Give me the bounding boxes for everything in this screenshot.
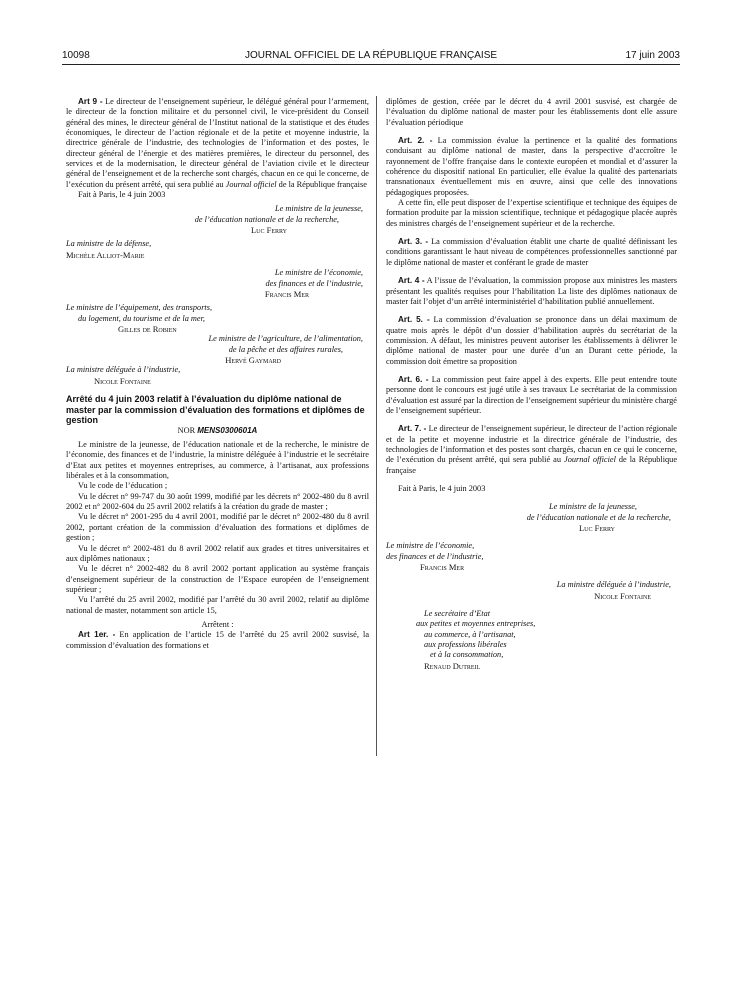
signatory-title: Le ministre de la jeunesse, [275,204,363,214]
signatory-name: Renaud Dutreil [424,660,481,671]
arrete-title: Arrêté du 4 juin 2003 relatif à l’évaluation du diplôme national de master par la commission d’évaluation des formations et diplômes de gestion [66,393,365,426]
arretent: Arrêtent : [201,619,234,629]
visa: Vu le décret n° 2002-481 du 8 avril 2002 relatif aux grades et titres universitaires et aux diplômes nationaux ; [66,543,369,563]
article-3: Art. 3. - La commission d’évaluation établit une charte de qualité définissant les conditions garantissant le haut niveau de compétences professionnelles sanctionné par le diplôme national de master et conférant le grade de master [386,237,677,267]
fait-a-paris: Fait à Paris, le 4 juin 2003 [78,190,166,200]
signatory-title: Le secrétaire d’Etat [424,609,491,619]
visa: Vu le décret n° 2001-295 du 4 avril 2001, modifié par le décret n° 2002-480 du 8 avril 2002, portant création de la commission d’évaluation des formations et diplômes de gestion ; [66,512,369,543]
signatory-title: du logement, du tourisme et de la mer, [78,313,205,323]
page-header [62,50,680,64]
signatory-name: Francis Mer [264,288,309,299]
signatory-title: La ministre de la défense, [66,239,152,249]
signatory-title: aux petites et moyennes entreprises, [416,619,536,629]
signatory-name: Nicole Fontaine [594,590,651,601]
article-6: Art. 6. - La commission peut faire appel à des experts. Elle peut entendre toute personne dont le concours est jugé utile à ses travaux Le secrétariat de la commission d’évaluation est assuré par la direction de l’enseignement supérieur du ministère chargé de l’enseignement supérieur. [386,374,677,415]
signatory-title: Le ministre de la jeunesse, [549,502,637,512]
signatory-name: Luc Ferry [578,523,615,534]
signatory-name: Hervé Gaymard [225,354,281,365]
article-2-paragraph: A cette fin, elle peut disposer de l’expertise scientifique et technique des équipes de formation produite par la mission scientifique, technique et pédagogique placée auprès des ministres chargés de l’enseignement supérieur et de la recherche. [386,198,677,228]
signatory-title: La ministre déléguée à l’industrie, [556,580,671,590]
signatory-title: Le ministre de l’économie, [274,268,363,278]
signatory-title: de la pêche et des affaires rurales, [228,344,343,354]
visa: Vu le code de l’éducation ; [78,481,168,491]
article-4: Art. 4 - A l’issue de l’évaluation, la commission propose aux ministres les masters présentant les qualités requises pour l’habilitation La liste des diplômes nationaux de master fait l’objet d’un arrêté interministériel d’habilitation publié annuellement. [386,276,678,306]
issue-date: 17 juin 2003 [625,50,680,61]
signatory-title: Le ministre de l’équipement, des transports, [66,303,213,313]
header-rule [62,64,680,65]
signatory-title: de l’éducation nationale et de la recherche, [526,512,671,522]
article-9: Art 9 - Le directeur de l’enseignement supérieur, le délégué général pour l’armement, le directeur de la fonction militaire et du personnel civil, le vice-président du Conseil général des mines, le directeur général de l’Institut national de la statistique et des études économiques, le directeur de l’action régionale et de la petite et moyenne industrie, la directrice générale de l’industrie, des technologies de l’information et des postes, le directeur général de l’énergie et des matières premières, le directeur du personnel, des services et de la modernisation, le directeur général de l’aviation civile et le directeur général de l’enseignement et de la recherche sont chargés, chacun en ce qui le concerne, de l’exécution du présent arrêté, qui sera publié au Journal officiel de la République française [66,97,369,189]
article-1: Art 1er. - En application de l’article 15 de l’arrêté du 25 avril 2002 susvisé, la commission d’évaluation des formations et [66,630,370,650]
signatory-name: Gilles de Robien [118,323,177,334]
signatory-title: et à la consommation, [430,650,504,660]
signatory-title: La ministre déléguée à l’industrie, [66,365,181,375]
signatory-title: Le ministre de l’économie, [386,541,475,551]
article-5: Art. 5. - La commission d’évaluation se prononce dans un délai maximum de quatre mois après le dépôt d’un dossier d’habilitation auprès du secrétariat de la commission. A défaut, les ministres peuvent autoriser les établissements à délivrer le diplôme national de master pour une durée d’un an Durant cette période, la commission doit émettre sa proposition [386,315,677,366]
article-7: Art. 7. - Le directeur de l’enseignement supérieur, le directeur de l’action régionale et de la petite et moyenne industrie et la directrice générale de l’industrie, des technologies de l’information et des postes sont chargés, chacun en ce qui le concerne, de l’exécution du présent arrêté, qui sera publié au Journal officiel de la République française [386,424,677,475]
right-column [386,97,677,671]
signatory-name: Luc Ferry [250,225,287,236]
article-1-continued: diplômes de gestion, créée par le décret du 4 avril 2001 susvisé, est chargée de l’évaluation du diplôme national de master pour les établissements dont elle assure l’évaluation périodique [386,97,677,127]
visa: Vu l’arrêté du 25 avril 2002, modifié par l’arrêté du 30 avril 2002, relatif au diplôme national de master, notamment son article 15, [66,595,369,615]
signatory-title: Le ministre de l’agriculture, de l’alimentation, [208,334,363,344]
signatory-title: des finances et de l’industrie, [265,278,363,288]
preamble: Le ministre de la jeunesse, de l’éducation nationale et de la recherche, le ministre de l’économie, des finances et de l’industrie, la ministre déléguée à l’industrie et le secrétaire d’Etat aux petites et moyennes entreprises, au commerce, à l’artisanat, aux professions libérales et à la consommation, [66,440,369,481]
signatory-name: Francis Mer [420,562,465,573]
visa: Vu le décret n° 2002-482 du 8 avril 2002 portant application au système français d’enseignement supérieur de la construction de l’Espace européen de l’enseignement supérieur ; [66,564,369,594]
fait-a-paris: Fait à Paris, le 4 juin 2003 [398,484,486,493]
column-divider [376,96,377,756]
signatory-name: Michèle Alliot-Marie [66,249,145,260]
signatory-title: aux professions libérales [424,640,507,650]
journal-title: JOURNAL OFFICIEL DE LA RÉPUBLIQUE FRANÇAISE [244,50,498,61]
signatory-name: Nicole Fontaine [94,375,151,386]
signatory-title: au commerce, à l’artisanat, [424,629,516,639]
visa: Vu le décret n° 99-747 du 30 août 1999, modifié par les décrets n° 2002-480 du 8 avril 2002 et n° 2002-604 du 25 avril 2002 relatifs à la création du grade de master ; [66,491,369,512]
signatory-title: de l’éducation nationale et de la recherche, [194,214,339,224]
article-2: Art. 2. - La commission évalue la pertinence et la qualité des formations conduisant au diplôme national de master, dans la perspective d’accroître le rayonnement de l’offre française dans le contexte européen et mondial et d’assurer la cohérence du dispositif national En particulier, elle évalue la qualité des partenariats transnationaux éventuellement mis en œuvre, ainsi que celle des innovations pédagogiques proposées. [386,136,677,197]
page-number: 10098 [62,50,90,61]
nor-reference: NOR MENS0300601A [177,425,258,435]
left-column [66,97,369,651]
signatory-title: des finances et de l’industrie, [386,551,484,561]
